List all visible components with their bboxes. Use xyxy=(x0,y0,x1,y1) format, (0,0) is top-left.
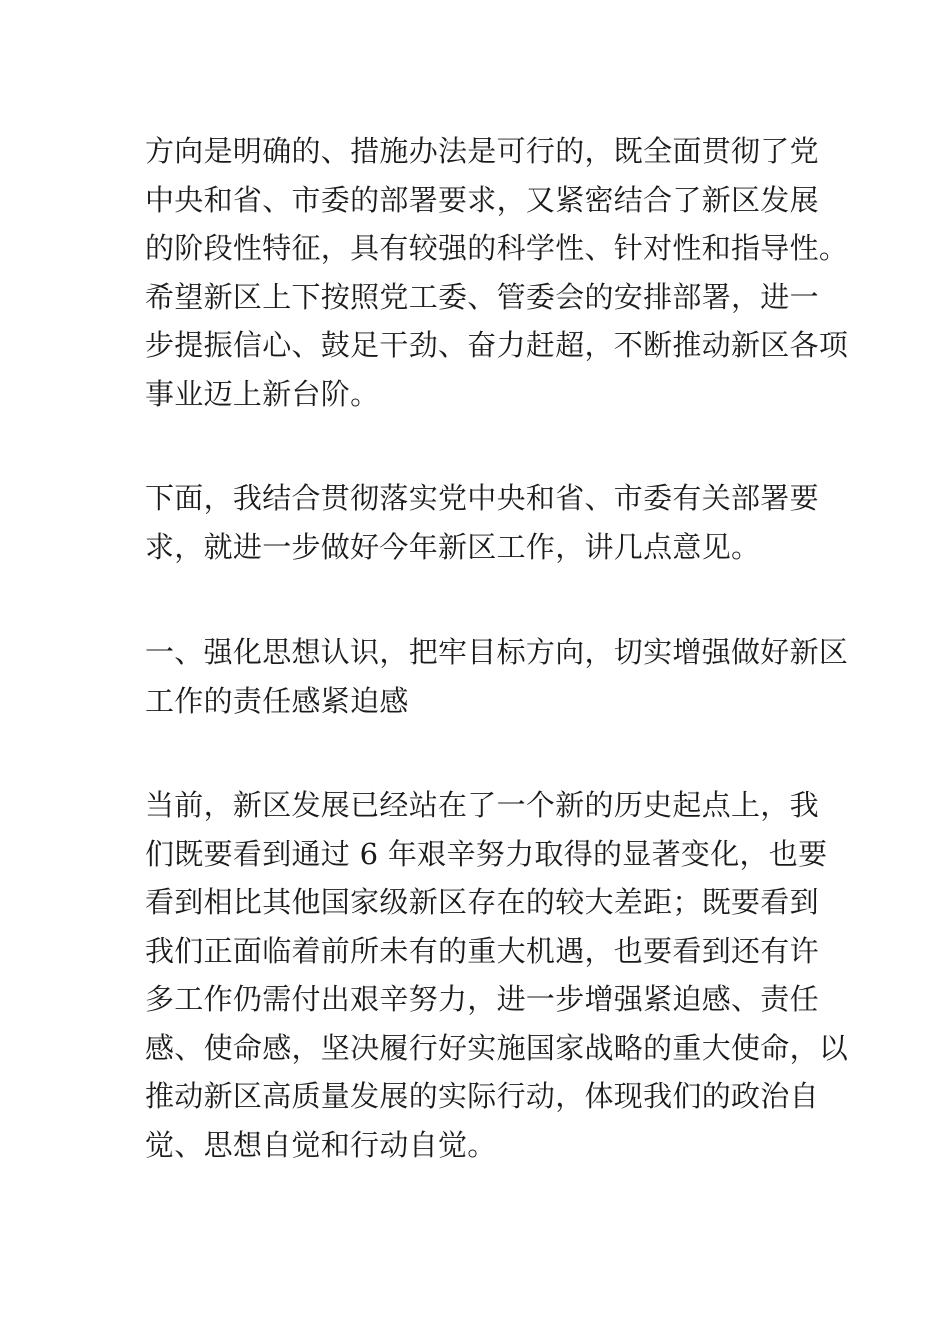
paragraph-1 xyxy=(145,127,849,418)
paragraph-line: 多工作仍需付出艰辛努力，进一步增强紧迫感、责任 xyxy=(145,982,819,1016)
paragraph-line: 感、使命感，坚决履行好实施国家战略的重大使命，以 xyxy=(145,1030,849,1065)
paragraph-line: 希望新区上下按照党工委、管委会的安排部署，进一 xyxy=(145,279,819,314)
paragraph-line: 求，就进一步做好今年新区工作，讲几点意见。 xyxy=(145,529,761,564)
paragraph-line: 觉、思想自觉和行动自觉。 xyxy=(145,1127,497,1162)
paragraph-line: 步提振信心、鼓足干劲、奋力赶超，不断推动新区各项 xyxy=(145,328,849,362)
paragraph-line: 的阶段性特征，具有较强的科学性、针对性和指导性。 xyxy=(145,231,849,265)
paragraph-2 xyxy=(145,474,825,571)
heading-line: 一、强化思想认识，把牢目标方向，切实增强做好新区 xyxy=(145,635,849,669)
paragraph-line: 中央和省、市委的部署要求，又紧密结合了新区发展 xyxy=(145,182,819,217)
paragraph-line: 推动新区高质量发展的实际行动，体现我们的政治自 xyxy=(145,1079,819,1113)
paragraph-line: 我们正面临着前所未有的重大机遇，也要看到还有许 xyxy=(145,933,819,968)
section-heading xyxy=(145,628,849,725)
paragraph-line: 当前，新区发展已经站在了一个新的历史起点上，我 xyxy=(145,788,819,822)
paragraph-line: 方向是明确的、措施办法是可行的，既全面贯彻了党 xyxy=(145,134,819,168)
heading-line: 工作的责任感紧迫感 xyxy=(145,683,409,718)
paragraph-line: 们既要看到通过 6 年艰辛努力取得的显著变化，也要 xyxy=(145,836,828,871)
paragraph-line: 事业迈上新台阶。 xyxy=(145,376,380,411)
paragraph-4 xyxy=(145,781,849,1169)
paragraph-line: 下面，我结合贯彻落实党中央和省、市委有关部署要 xyxy=(145,481,819,515)
paragraph-line: 看到相比其他国家级新区存在的较大差距；既要看到 xyxy=(145,885,819,919)
